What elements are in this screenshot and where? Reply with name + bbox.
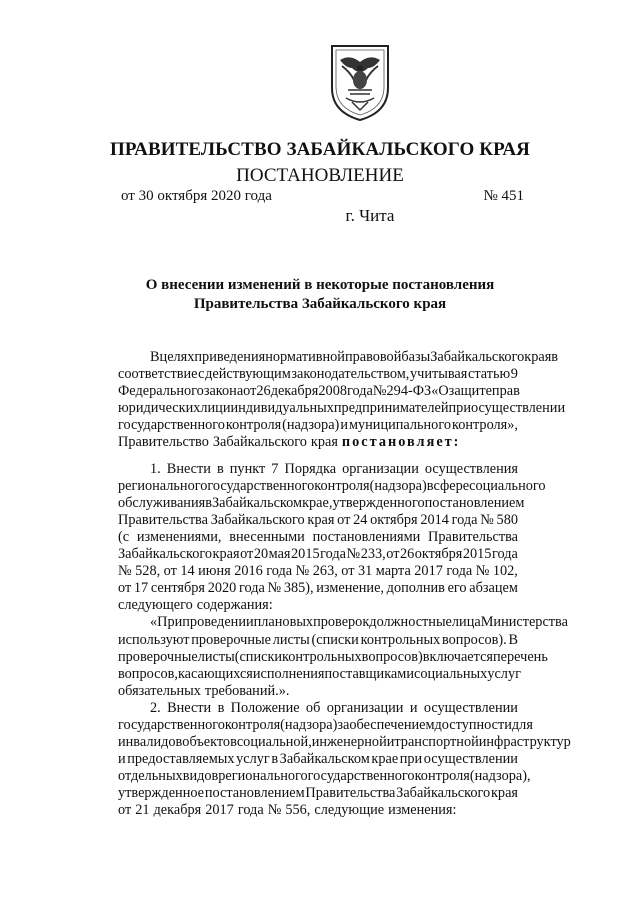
decree-number: № 451 xyxy=(483,188,524,204)
body-line: обязательных требований.». xyxy=(118,682,290,699)
body-line: 2. Внести в Положение об организации и осуществлении xyxy=(150,699,518,716)
body-line: юридических лиц и индивидуальных предпринимателей при осуществлении xyxy=(118,400,566,417)
body-line: от 17 сентября 2020 года № 385), изменение, дополнив его абзацем xyxy=(118,580,518,597)
body-line: Федерального закона от 26 декабря 2008 года № 294-ФЗ «О защите прав xyxy=(118,383,520,400)
body-line: следующего содержания: xyxy=(118,597,273,614)
body-line: утвержденное постановлением Правительства Забайкальского края xyxy=(118,785,518,802)
body-line: Правительство Забайкальского края постановляет: xyxy=(118,434,461,451)
decree-subject: О внесении изменений в некоторые постановления Правительства Забайкальского края xyxy=(145,277,495,312)
body-line: государственного контроля (надзора) и муниципального контроля», xyxy=(118,417,518,434)
body-line: Забайкальского края от 20 мая 2015 года № 233, от 26 октября 2015 года xyxy=(118,546,518,563)
coat-of-arms-emblem-icon xyxy=(328,42,392,122)
body-line: регионального государственного контроля (надзора) в сфере социального xyxy=(118,477,546,494)
decree-date: от 30 октября 2020 года xyxy=(121,188,272,204)
body-line: обслуживания в Забайкальском крае, утвержденного постановлением xyxy=(118,494,525,511)
government-title: ПРАВИТЕЛЬСТВО ЗАБАЙКАЛЬСКОГО КРАЯ xyxy=(109,139,530,160)
body-line: инвалидов объектов социальной, инженерной и транспортной инфраструктур xyxy=(118,734,571,751)
paragraph-gap xyxy=(118,452,518,461)
body-line: используют проверочные листы (списки контрольных вопросов). В xyxy=(118,631,518,648)
resolves-word: постановляет: xyxy=(341,434,461,451)
body-line: государственного контроля (надзора) за обеспечением доступности для xyxy=(118,716,533,733)
body-line: от 21 декабря 2017 года № 556, следующие изменения: xyxy=(118,802,457,819)
body-line: проверочные листы (списки контрольных вопросов) включается перечень xyxy=(118,648,548,665)
body-line: В целях приведения нормативной правовой базы Забайкальского края в xyxy=(150,349,559,365)
document-type: ПОСТАНОВЛЕНИЕ xyxy=(236,165,404,186)
body-line: Правительства Забайкальского края от 24 октября 2014 года № 580 xyxy=(118,511,518,528)
body-line: (с изменениями, внесенными постановлениями Правительства xyxy=(118,528,518,545)
body-line: соответствие с действующим законодательством, учитывая статью 9 xyxy=(118,366,518,383)
city: г. Чита xyxy=(345,206,395,225)
body-line: отдельных видов регионального государственного контроля (надзора), xyxy=(118,768,531,785)
decree-body xyxy=(118,349,571,820)
body-line: и предоставляемых услуг в Забайкальском крае при осуществлении xyxy=(118,751,518,768)
body-line: «При проведении плановых проверок должностные лица Министерства xyxy=(150,614,568,631)
body-line: № 528, от 14 июня 2016 года № 263, от 31 марта 2017 года № 102, xyxy=(118,563,518,580)
body-line: 1. Внести в пункт 7 Порядка организации осуществления xyxy=(150,460,518,477)
body-line: вопросов, касающихся исполнения поставщиками социальных услуг xyxy=(118,665,521,682)
